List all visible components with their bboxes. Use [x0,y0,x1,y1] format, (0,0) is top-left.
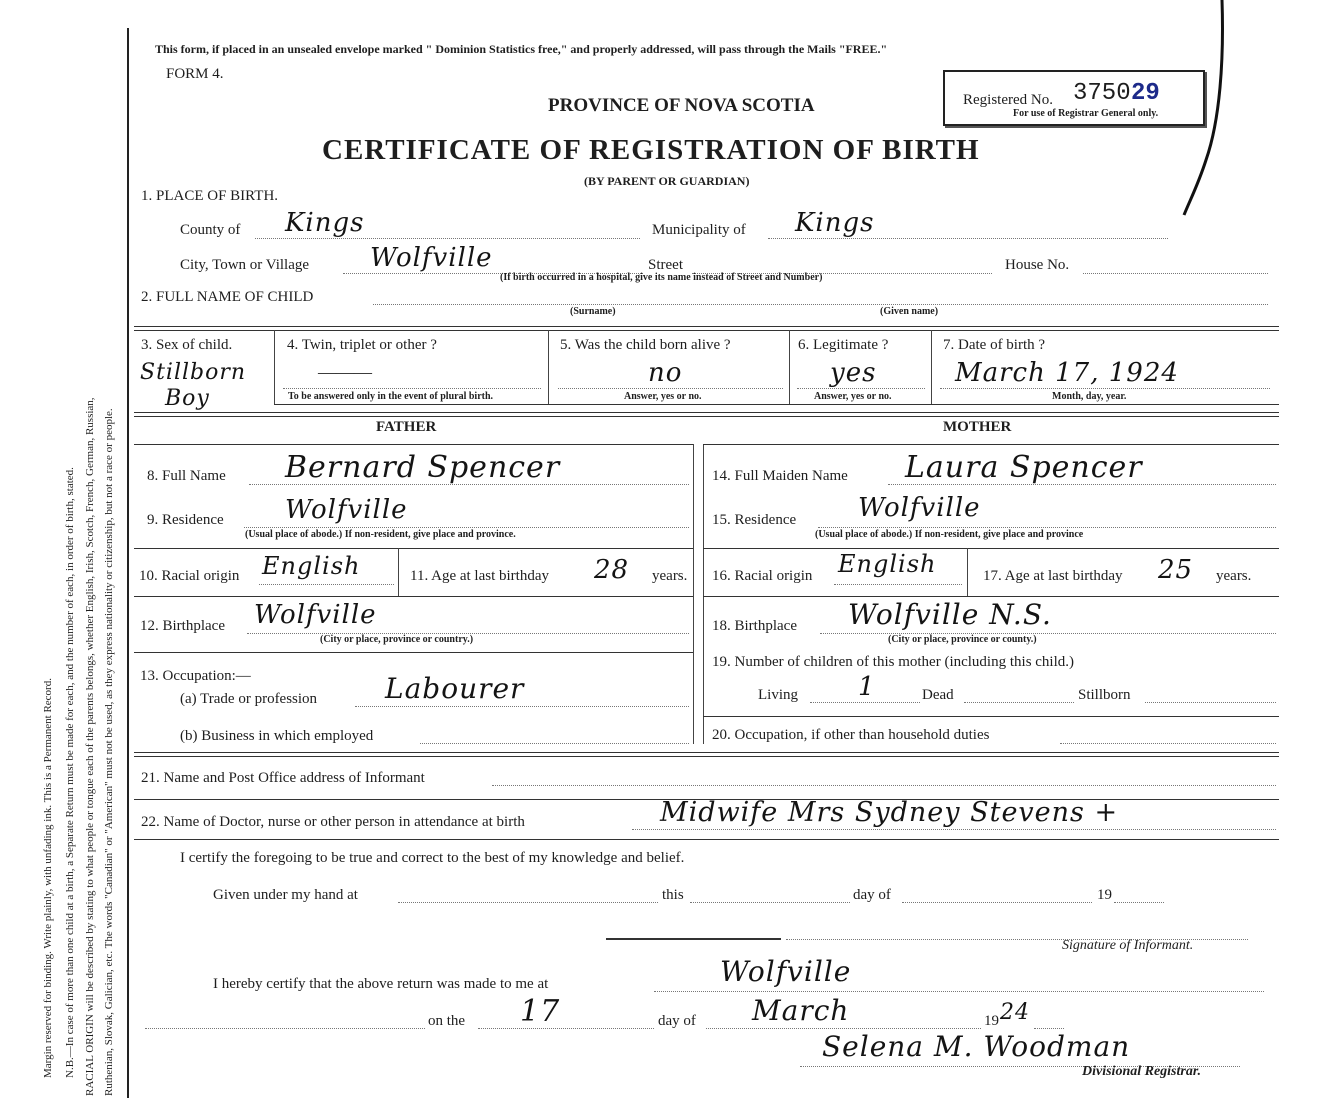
dob-value: March 17, 1924 [955,358,1179,388]
registrar-month-value: March [752,994,850,1027]
surname-note: (Surname) [570,306,616,317]
city-value: Wolfville [370,243,493,273]
registrar-year-prefix: 19 [984,1013,999,1029]
place-heading: 1. PLACE OF BIRTH. [141,188,279,204]
margin-note-4: Ruthenian, Slovak, Galician, etc. The words "Canadian" or "American" must not be used, as they express nationality or citizenship, but not a race or people. [103,408,115,1096]
alive-value: no [648,358,683,388]
alive-label: 5. Was the child born alive ? [560,337,731,353]
twin-label: 4. Twin, triplet or other ? [287,337,437,353]
city-label: City, Town or Village [180,257,310,273]
father-business-label: (b) Business in which employed [180,728,374,744]
mother-birthplace-note: (City or place, province or county.) [888,634,1037,645]
living-label: Living [758,687,798,703]
father-heading: FATHER [376,419,437,435]
margin-note-1: Margin reserved for binding. Write plainly, with unfading ink. This is a Permanent Record. [42,678,54,1078]
mother-children-label: 19. Number of children of this mother (including this child.) [712,654,1075,670]
doctor-label: 22. Name of Doctor, nurse or other person in attendance at birth [141,814,525,830]
sex-label: 3. Sex of child. [141,337,233,353]
given-name-note: (Given name) [880,306,939,317]
informant-label: 21. Name and Post Office address of Informant [141,770,425,786]
mother-age-unit: years. [1216,568,1252,584]
registered-printed: 3750 [1073,80,1131,107]
municipality-label: Municipality of [652,222,746,238]
registrar-signature-value: Selena M. Woodman [822,1030,1131,1063]
father-trade-label: (a) Trade or profession [180,691,318,707]
registrar-day-value: 17 [520,994,561,1029]
house-label: House No. [1005,257,1070,273]
given-label: Given under my hand at [213,887,358,903]
registered-box [943,70,1205,126]
registered-stamped: 29 [1131,80,1160,107]
father-name-value: Bernard Spencer [285,450,561,485]
twin-value: ——— [318,362,372,382]
father-birthplace-label: 12. Birthplace [140,618,225,634]
father-residence-note: (Usual place of abode.) If non-resident, give place and province. [245,529,516,540]
dob-label: 7. Date of birth ? [943,337,1046,353]
day-of-label: day of [853,887,891,903]
page-subtitle: (BY PARENT OR GUARDIAN) [584,174,750,188]
father-residence-value: Wolfville [285,495,408,525]
living-value: 1 [858,672,876,702]
year-prefix: 19 [1097,887,1112,903]
form-number: FORM 4. [166,66,224,82]
municipality-value: Kings [795,208,875,238]
mother-racial-value: English [838,550,937,578]
mother-residence-note: (Usual place of abode.) If non-resident, give place and province [815,529,1084,540]
legit-value: yes [830,358,877,388]
child-name-label: 2. FULL NAME OF CHILD [141,289,314,305]
mother-birthplace-label: 18. Birthplace [712,618,797,634]
mother-occupation-label: 20. Occupation, if other than household duties [712,727,990,743]
father-age-value: 28 [594,555,630,585]
mother-name-label: 14. Full Maiden Name [712,468,848,484]
registrar-year-value: 24 [1000,1000,1030,1025]
mother-heading: MOTHER [943,419,1012,435]
informant-certify: I certify the foregoing to be true and correct to the best of my knowledge and belief. [180,850,685,866]
mother-residence-value: Wolfville [858,493,981,523]
mother-residence-label: 15. Residence [712,512,797,528]
registrar-certify: I hereby certify that the above return was made to me at [213,976,549,992]
mother-age-label: 17. Age at last birthday [983,568,1123,584]
registrar-note: For use of Registrar General only. [1013,108,1159,119]
margin-rule [127,28,129,1098]
street-label: Street [648,257,683,273]
registrar-place-value: Wolfville [720,955,852,988]
pen-stroke-mark [1180,0,1240,220]
hospital-note: (If birth occurred in a hospital, give its name instead of Street and Number) [500,272,823,283]
day-of-month-label: day of [658,1013,696,1029]
father-residence-label: 9. Residence [147,512,224,528]
registered-label: Registered No. [963,92,1053,108]
on-the-label: on the [428,1013,466,1029]
doctor-value: Midwife Mrs Sydney Stevens + [660,797,1119,828]
father-racial-label: 10. Racial origin [139,568,240,584]
legit-note: Answer, yes or no. [814,391,892,402]
alive-note: Answer, yes or no. [624,391,702,402]
father-occupation-label: 13. Occupation:— [140,668,251,684]
county-label: County of [180,222,241,238]
margin-note-3: RACIAL ORIGIN will be described by stating to what people or tongue each of the parents belongs, whether English, Irish, Scotch, French, German, Russian, [84,397,96,1096]
this-label: this [662,887,684,903]
informant-signature-label: Signature of Informant. [1062,938,1194,953]
sex-value-2: Boy [165,386,210,411]
father-age-label: 11. Age at last birthday [410,568,549,584]
margin-notes [0,0,128,1107]
province-heading: PROVINCE OF NOVA SCOTIA [548,95,815,116]
father-birthplace-note: (City or place, province or country.) [320,634,474,645]
mail-notice: This form, if placed in an unsealed envelope marked " Dominion Statistics free," and properly addressed, will pass through the Mails "FREE." [155,42,888,56]
legit-label: 6. Legitimate ? [798,337,889,353]
father-age-unit: years. [652,568,688,584]
sex-value-1: Stillborn [140,360,247,385]
mother-age-value: 25 [1158,555,1194,585]
dead-label: Dead [922,687,954,703]
father-name-label: 8. Full Name [147,468,226,484]
father-trade-value: Labourer [385,672,525,705]
father-birthplace-value: Wolfville [254,600,377,630]
mother-racial-label: 16. Racial origin [712,568,813,584]
page-title: CERTIFICATE OF REGISTRATION OF BIRTH [322,134,980,166]
mother-birthplace-value: Wolfville N.S. [848,598,1052,631]
twin-note: To be answered only in the event of plural birth. [288,391,494,402]
mother-name-value: Laura Spencer [905,450,1143,485]
county-value: Kings [285,208,365,238]
dob-note: Month, day, year. [1052,391,1127,402]
margin-note-2: N.B.—In case of more than one child at a birth, a Separate Return must be made for each, and the number of each, in order of birth, stated. [64,467,76,1078]
father-racial-value: English [262,552,361,580]
registrar-signature-label: Divisional Registrar. [1082,1064,1202,1079]
stillborn-label: Stillborn [1078,687,1131,703]
